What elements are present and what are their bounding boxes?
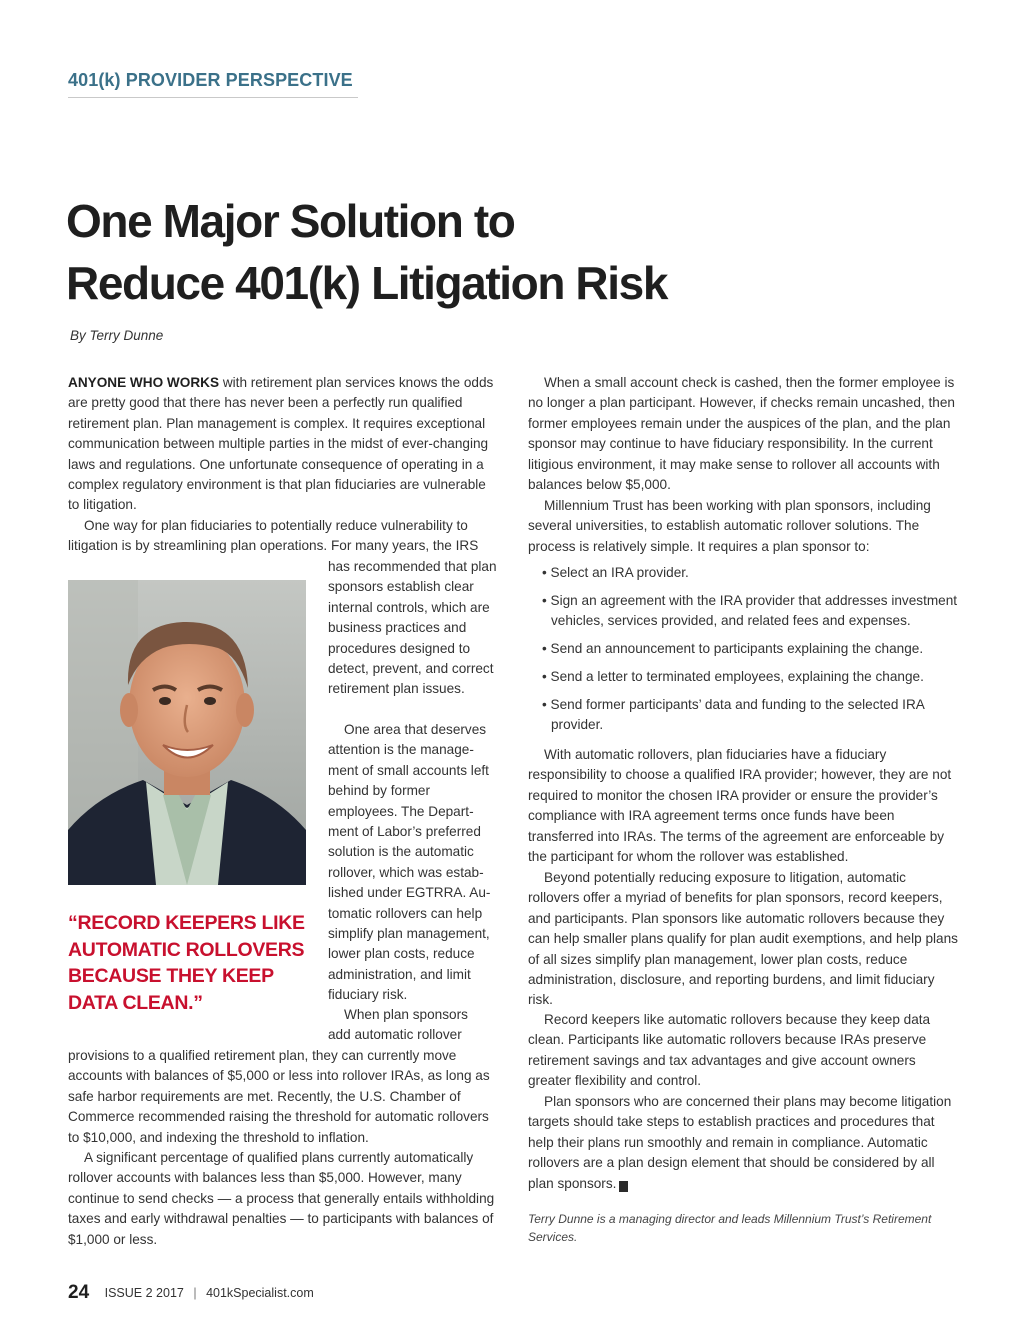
headline	[66, 190, 826, 314]
section-label: 401(k) PROVIDER PERSPECTIVE	[68, 70, 358, 98]
headline-line-1: One Major Solution to	[66, 195, 515, 247]
headline-line-2: Reduce 401(k) Litigation Risk	[66, 257, 667, 309]
issue-label: ISSUE 2 2017	[104, 1286, 184, 1300]
right-paragraph-5: Record keepers like automatic rollovers because they keep data clean. Participants like automatic rollovers because IRAs preserve retirement savings and tax advantages and give account owners greater flexibility and control.	[528, 1012, 931, 1089]
byline: By Terry Dunne	[70, 328, 164, 343]
list-item: • Send an announcement to participants explaining the change.	[542, 641, 924, 657]
right-paragraph-6-text: Plan sponsors who are concerned their plans may become litigation targets should take steps to establish practices and procedures that help their plans run smoothly and remain in compliance. Automatic rollovers are a plan design element that should be considered by all plan sponsors.	[528, 1094, 952, 1191]
right-paragraph-4: Beyond potentially reducing exposure to litigation, automatic rollovers offer a myriad of benefits for plan sponsors, record keepers, and participants. Plan sponsors like automatic rollovers because they can help smaller plans qualify for plan audit exemptions, and help plans of all sizes simplify plan management, lower plan costs, reduce administration, disclosure, and reporting burdens, and limit fiduciary risk.	[528, 870, 958, 1008]
list-item: • Send former participants’ data and funding to the selected IRA provider.	[542, 697, 925, 733]
pull-quote: “RECORD KEEPERS LIKE AUTOMATIC ROLLOVERS BECAUSE THEY KEEP DATA CLEAN.”	[68, 912, 305, 1014]
list-item: • Sign an agreement with the IRA provider that addresses investment vehicles, services provided, and related fees and expenses.	[542, 592, 958, 629]
left-paragraph-4-rest: provisions to a qualified retirement plan, they can currently move accounts with balances of $5,000 or less into rollover IRAs, as long as safe harbor requirements are met. Recently, the U.S. Chamber of Commerce recommended raising the threshold for automatic rollovers to $10,000, and indexing the threshold to inflation.	[68, 1048, 490, 1145]
author-photo	[68, 580, 306, 885]
list-item: • Select an IRA provider.	[542, 565, 689, 580]
author-portrait-icon	[68, 580, 306, 885]
left-paragraph-1	[68, 373, 496, 516]
footer-separator: |	[193, 1286, 197, 1300]
left-paragraph-2-side: has recommended that plan sponsors establish clear internal controls, which are business practices and procedures designed to detect, prevent, and correct retirement plan issues.	[328, 559, 497, 697]
requirements-list	[542, 563, 962, 743]
footer	[68, 1282, 314, 1304]
right-paragraph-3: With automatic rollovers, plan fiduciaries have a fiduciary responsibility to choose a qualified IRA provider; however, they are not required to monitor the chosen IRA provider or ensure the provider’s compliance with IRA agreement terms once funds have been transferred into IRAs. The terms of the agreement are enforceable by the participant for whom the rollover was established.	[528, 747, 952, 865]
right-paragraph-1: When a small account check is cashed, then the former employee is no longer a plan participant. However, if checks remain uncashed, then former employees remain under the auspices of the plan, and the plan sponsor may continue to have fiduciary responsibility. In the current litigious environment, it may make sense to rollover all accounts with balances below $5,000.	[528, 375, 955, 493]
end-mark-icon: K	[619, 1181, 628, 1192]
author-bio: Terry Dunne is a managing director and leads Millennium Trust’s Retirement Services.	[528, 1212, 932, 1244]
left-paragraph-4-side: When plan sponsors add automatic rollover	[328, 1007, 468, 1043]
left-paragraph-5: A significant percentage of qualified plans currently automatically rollover accounts with balances less than $5,000. However, many continue to send checks — a process that generally entails withholding taxes and early withdrawal penalties — to participants with balances of $1,000 or less.	[68, 1150, 495, 1247]
site-link[interactable]: 401kSpecialist.com	[206, 1286, 314, 1300]
right-paragraph-6	[528, 1092, 958, 1194]
left-paragraph-2-top: One way for plan fiduciaries to potentially reduce vulnerability to litigation is by streamlining plan operations. For many years, the IRS	[68, 518, 479, 554]
lead-in: ANYONE WHO WORKS	[68, 375, 220, 390]
left-paragraph-3-side: One area that deserves attention is the management of small accounts left behind by former employees. The Department of Labor’s preferred solution is the automatic rollover, which was established under EGTRRA. Automatic rollovers can help simplify plan management, lower plan costs, reduce administration, and limit fiduciary risk.	[328, 722, 491, 1003]
left-paragraph-1-text: with retirement plan services knows the odds are pretty good that there has never been a perfectly run qualified retirement plan. Plan management is complex. It requires exceptional communication between multiple parties in the midst of ever-changing laws and regulations. One unfortunate consequence of operating in a complex regulatory environment is that plan fiduciaries are vulnerable to litigation.	[68, 375, 494, 513]
page-number: 24	[68, 1282, 90, 1303]
right-paragraph-2: Millennium Trust has been working with plan sponsors, including several universities, to establish automatic rollover solutions. The process is relatively simple. It requires a plan sponsor to:	[528, 498, 931, 554]
list-item: • Send a letter to terminated employees, explaining the change.	[542, 669, 924, 685]
